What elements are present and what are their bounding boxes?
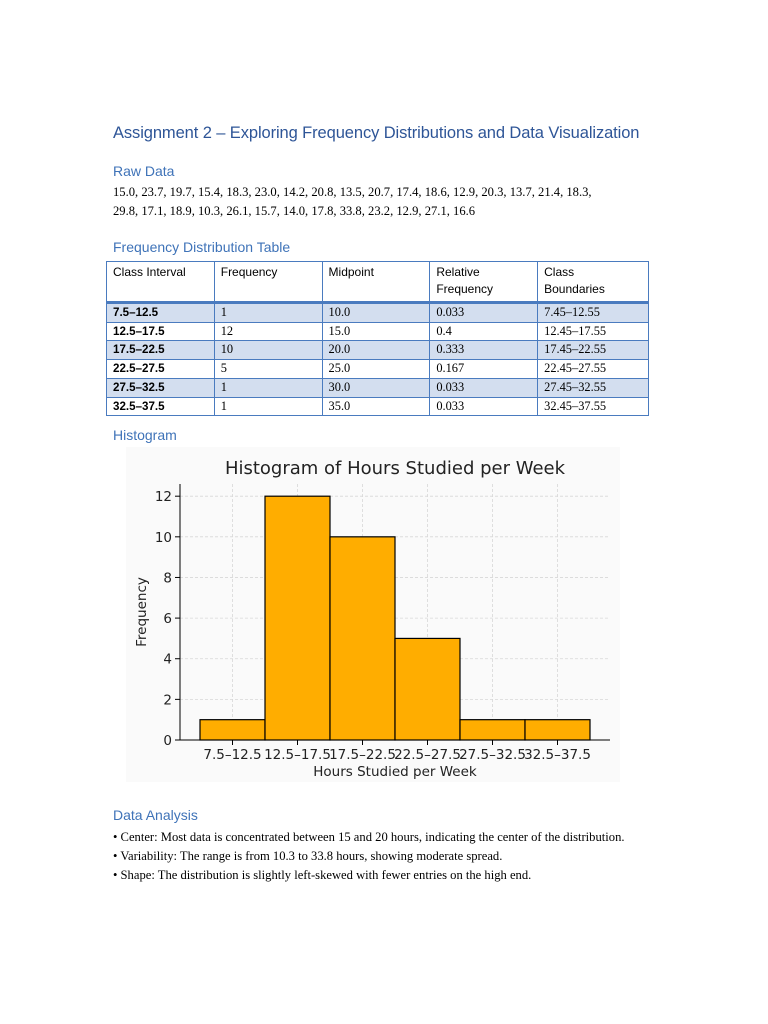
cell-class-boundaries: 12.45–17.55 [538, 322, 649, 341]
y-axis-label: Frequency [134, 577, 150, 647]
raw-data-line-2: 29.8, 17.1, 18.9, 10.3, 26.1, 15.7, 14.0, 17.8, 33.8, 23.2, 12.9, 27.1, 16.6 [113, 204, 476, 218]
histogram-bar [460, 720, 525, 740]
cell-class-interval: 17.5–22.5 [107, 341, 215, 360]
histogram-bar [395, 638, 460, 740]
cell-class-boundaries: 7.45–12.55 [538, 303, 649, 323]
histogram-bar [200, 720, 265, 740]
document-title: Assignment 2 – Exploring Frequency Distributions and Data Visualization [113, 124, 640, 142]
table-row [107, 378, 649, 397]
table-row [107, 360, 649, 379]
cell-midpoint: 15.0 [322, 322, 430, 341]
chart-title: Histogram of Hours Studied per Week [224, 458, 566, 479]
cell-class-boundaries: 22.45–27.55 [538, 360, 649, 379]
col-header-relative-frequency: Relative Frequency [430, 262, 538, 303]
histogram-bar [330, 537, 395, 740]
table-header-row [107, 262, 649, 303]
table-row [107, 322, 649, 341]
cell-relative-frequency: 0.4 [430, 322, 538, 341]
cell-midpoint: 35.0 [322, 397, 430, 416]
cell-relative-frequency: 0.167 [430, 360, 538, 379]
cell-midpoint: 30.0 [322, 378, 430, 397]
cell-class-interval: 27.5–32.5 [107, 378, 215, 397]
table-row [107, 341, 649, 360]
y-tick-label: 4 [163, 651, 172, 668]
x-tick-label: 7.5–12.5 [203, 747, 262, 763]
x-tick-label: 27.5–32.5 [459, 747, 526, 763]
y-tick-label: 10 [154, 529, 172, 546]
cell-class-boundaries: 17.45–22.55 [538, 341, 649, 360]
col-header-frequency: Frequency [214, 262, 322, 303]
table-row [107, 397, 649, 416]
col-header-midpoint: Midpoint [322, 262, 430, 303]
freq-table-heading: Frequency Distribution Table [113, 239, 291, 255]
analysis-bullet-center: • Center: Most data is concentrated between 15 and 20 hours, indicating the center of the distribution. [113, 830, 625, 844]
histogram-heading: Histogram [113, 427, 177, 443]
x-tick-label: 22.5–27.5 [394, 747, 461, 763]
x-tick-label: 17.5–22.5 [329, 747, 396, 763]
cell-class-boundaries: 27.45–32.55 [538, 378, 649, 397]
y-tick-label: 6 [163, 611, 172, 628]
histogram-chart [126, 447, 620, 782]
analysis-bullet-shape: • Shape: The distribution is slightly left-skewed with fewer entries on the high end. [113, 868, 532, 882]
cell-frequency: 1 [214, 397, 322, 416]
cell-relative-frequency: 0.333 [430, 341, 538, 360]
col-header-class-boundaries: Class Boundaries [538, 262, 649, 303]
col-header-class-interval: Class Interval [107, 262, 215, 303]
cell-frequency: 1 [214, 303, 322, 323]
analysis-bullets [113, 828, 658, 885]
analysis-bullet-variability: • Variability: The range is from 10.3 to 33.8 hours, showing moderate spread. [113, 849, 503, 863]
cell-class-interval: 7.5–12.5 [107, 303, 215, 323]
data-analysis-heading: Data Analysis [113, 807, 198, 823]
raw-data-text [113, 183, 658, 221]
cell-frequency: 10 [214, 341, 322, 360]
y-tick-label: 8 [163, 570, 172, 587]
table-row [107, 303, 649, 323]
histogram-bar [525, 720, 590, 740]
histogram-svg [126, 447, 620, 782]
x-tick-label: 12.5–17.5 [264, 747, 331, 763]
cell-class-boundaries: 32.45–37.55 [538, 397, 649, 416]
cell-class-interval: 32.5–37.5 [107, 397, 215, 416]
cell-frequency: 12 [214, 322, 322, 341]
cell-relative-frequency: 0.033 [430, 303, 538, 323]
x-tick-label: 32.5–37.5 [524, 747, 591, 763]
raw-data-heading: Raw Data [113, 163, 175, 179]
cell-class-interval: 12.5–17.5 [107, 322, 215, 341]
cell-midpoint: 20.0 [322, 341, 430, 360]
y-tick-label: 2 [163, 692, 172, 709]
histogram-bar [265, 496, 330, 740]
cell-frequency: 1 [214, 378, 322, 397]
x-axis-label: Hours Studied per Week [313, 764, 477, 780]
cell-relative-frequency: 0.033 [430, 378, 538, 397]
y-tick-label: 0 [163, 733, 172, 749]
cell-relative-frequency: 0.033 [430, 397, 538, 416]
cell-midpoint: 25.0 [322, 360, 430, 379]
frequency-table [106, 261, 649, 416]
cell-frequency: 5 [214, 360, 322, 379]
y-tick-label: 12 [154, 489, 172, 506]
cell-midpoint: 10.0 [322, 303, 430, 323]
cell-class-interval: 22.5–27.5 [107, 360, 215, 379]
raw-data-line-1: 15.0, 23.7, 19.7, 15.4, 18.3, 23.0, 14.2, 20.8, 13.5, 20.7, 17.4, 18.6, 12.9, 20.3, 13.7, 21.4, 18.3, [113, 185, 592, 199]
